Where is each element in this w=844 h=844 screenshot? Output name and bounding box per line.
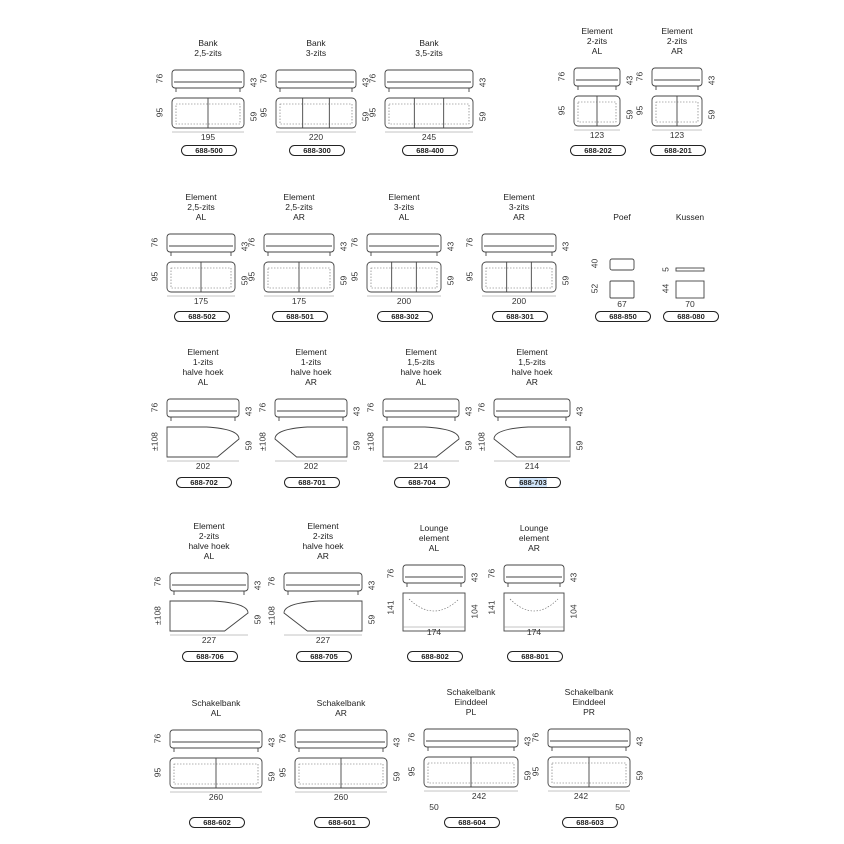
height-dimension: 59 <box>560 275 571 286</box>
article-code: 688-300 <box>303 146 331 155</box>
width-dimension: 174 <box>426 627 442 637</box>
title-line: AR <box>293 212 305 222</box>
title-line: Schakelbank <box>191 698 241 708</box>
height-dimension: 43 <box>266 737 277 748</box>
title-line: halve hoek <box>400 367 442 377</box>
title-line: AL <box>197 377 209 387</box>
height-dimension: 76 <box>277 733 288 744</box>
height-dimension: 95 <box>246 271 257 282</box>
article-code: 688-801 <box>521 652 549 661</box>
width-dimension: 220 <box>308 132 324 142</box>
title-line: 1-zits <box>300 357 322 367</box>
height-dimension: 59 <box>366 614 377 625</box>
height-dimension: 95 <box>406 766 417 777</box>
height-dimension: 59 <box>248 111 259 122</box>
title-line: 2-zits <box>666 36 688 46</box>
title-line: 2,5-zits <box>285 202 313 212</box>
title-line: AL <box>398 212 410 222</box>
height-dimension: 43 <box>706 75 717 86</box>
title-line: AL <box>195 212 207 222</box>
article-code: 688-601 <box>328 818 356 827</box>
article-code: 688-602 <box>203 818 231 827</box>
width-dimension: 242 <box>573 791 589 801</box>
title-line: AL <box>210 708 222 718</box>
height-dimension: 76 <box>152 733 163 744</box>
height-dimension: 43 <box>248 77 259 88</box>
article-code: 688-502 <box>188 312 216 321</box>
article-code: 688-702 <box>190 478 218 487</box>
height-dimension: 59 <box>624 109 635 120</box>
width-dimension: 50 <box>429 802 439 812</box>
height-dimension: 43 <box>469 572 480 583</box>
article-code-badge <box>562 817 618 828</box>
height-dimension: 59 <box>463 440 474 451</box>
height-dimension: 43 <box>574 406 585 417</box>
title-line: AR <box>526 377 538 387</box>
height-dimension: 95 <box>367 107 378 118</box>
height-dimension: 76 <box>257 402 268 413</box>
article-code: 688-603 <box>576 818 604 827</box>
front-view <box>548 729 630 747</box>
height-dimension: ±108 <box>266 606 277 625</box>
title-line: AR <box>335 708 347 718</box>
height-dimension: 59 <box>252 614 263 625</box>
height-dimension: 95 <box>258 107 269 118</box>
article-code: 688-301 <box>506 312 534 321</box>
height-dimension: 76 <box>406 732 417 743</box>
title-line: PL <box>465 707 477 717</box>
article-code: 688-202 <box>584 146 612 155</box>
title-line: 3-zits <box>305 48 327 58</box>
height-dimension: 40 <box>589 258 600 269</box>
title-line: AL <box>428 543 440 553</box>
height-dimension: 141 <box>486 600 497 615</box>
title-line: Element <box>193 521 225 531</box>
height-dimension: 43 <box>351 406 362 417</box>
width-dimension: 70 <box>685 299 695 309</box>
height-dimension: ±108 <box>257 432 268 451</box>
height-dimension: 76 <box>530 732 541 743</box>
title-line: element <box>418 533 450 543</box>
title-line: Element <box>516 347 548 357</box>
height-dimension: 59 <box>243 440 254 451</box>
title-line: Schakelbank <box>446 687 496 697</box>
height-dimension: 59 <box>522 770 533 781</box>
title-line: 3,5-zits <box>415 48 443 58</box>
height-dimension: 76 <box>367 73 378 84</box>
height-dimension: 76 <box>149 237 160 248</box>
height-dimension: 95 <box>277 767 288 778</box>
width-dimension: 123 <box>589 130 605 140</box>
height-dimension: 95 <box>634 105 645 116</box>
title-line: 3-zits <box>393 202 415 212</box>
height-dimension: 104 <box>469 604 480 619</box>
height-dimension: 76 <box>349 237 360 248</box>
height-dimension: ±108 <box>365 432 376 451</box>
title-line: AR <box>513 212 525 222</box>
height-dimension: 43 <box>463 406 474 417</box>
title-line: Element <box>295 347 327 357</box>
height-dimension: 43 <box>239 241 250 252</box>
height-dimension: 43 <box>252 580 263 591</box>
width-dimension: 227 <box>201 635 217 645</box>
title-line: Lounge <box>519 523 549 533</box>
height-dimension: 59 <box>634 770 645 781</box>
height-dimension: 43 <box>391 737 402 748</box>
title-line: Poef <box>613 212 631 222</box>
width-dimension: 202 <box>195 461 211 471</box>
height-dimension: 76 <box>385 568 396 579</box>
height-dimension: 76 <box>154 73 165 84</box>
article-code: 688-400 <box>416 146 444 155</box>
height-dimension: 95 <box>349 271 360 282</box>
height-dimension: 59 <box>706 109 717 120</box>
title-line: AL <box>591 46 603 56</box>
height-dimension: 76 <box>149 402 160 413</box>
title-line: halve hoek <box>302 541 344 551</box>
height-dimension: 104 <box>568 604 579 619</box>
height-dimension: 59 <box>391 771 402 782</box>
title-line: 3-zits <box>508 202 530 212</box>
width-dimension: 175 <box>291 296 307 306</box>
title-line: AR <box>528 543 540 553</box>
width-dimension: 202 <box>303 461 319 471</box>
title-line: Element <box>388 192 420 202</box>
height-dimension: 59 <box>351 440 362 451</box>
width-dimension: 123 <box>669 130 685 140</box>
article-code: 688-704 <box>408 478 436 487</box>
title-line: Bank <box>419 38 439 48</box>
title-line: element <box>518 533 550 543</box>
title-line: 1,5-zits <box>407 357 435 367</box>
height-dimension: 43 <box>360 77 371 88</box>
article-code: 688-080 <box>677 312 705 321</box>
title-line: PR <box>583 707 595 717</box>
width-dimension: 200 <box>396 296 412 306</box>
height-dimension: 59 <box>574 440 585 451</box>
width-dimension: 67 <box>617 299 627 309</box>
width-dimension: 174 <box>526 627 542 637</box>
article-code: 688-703 <box>519 478 547 487</box>
title-line: Element <box>503 192 535 202</box>
article-code: 688-850 <box>609 312 637 321</box>
width-dimension: 260 <box>208 792 224 802</box>
height-dimension: 59 <box>445 275 456 286</box>
height-dimension: 43 <box>568 572 579 583</box>
height-dimension: 43 <box>624 75 635 86</box>
height-dimension: 76 <box>634 71 645 82</box>
height-dimension: ±108 <box>149 432 160 451</box>
title-line: Element <box>283 192 315 202</box>
title-line: AR <box>671 46 683 56</box>
height-dimension: 43 <box>366 580 377 591</box>
height-dimension: 95 <box>530 766 541 777</box>
article-code: 688-701 <box>298 478 326 487</box>
title-line: Element <box>307 521 339 531</box>
title-line: Bank <box>306 38 326 48</box>
title-line: halve hoek <box>511 367 553 377</box>
width-dimension: 175 <box>193 296 209 306</box>
title-line: 2-zits <box>586 36 608 46</box>
title-line: 1-zits <box>192 357 214 367</box>
title-line: Element <box>187 347 219 357</box>
title-line: halve hoek <box>182 367 224 377</box>
height-dimension: 76 <box>486 568 497 579</box>
title-line: Schakelbank <box>316 698 366 708</box>
title-line: Element <box>405 347 437 357</box>
height-dimension: 59 <box>239 275 250 286</box>
width-dimension: 195 <box>200 132 216 142</box>
article-code: 688-604 <box>458 818 486 827</box>
height-dimension: 95 <box>152 767 163 778</box>
article-code: 688-802 <box>421 652 449 661</box>
width-dimension: 260 <box>333 792 349 802</box>
title-line: Kussen <box>675 212 705 222</box>
height-dimension: 95 <box>464 271 475 282</box>
article-code: 688-201 <box>664 146 692 155</box>
title-line: Element <box>185 192 217 202</box>
height-dimension: 52 <box>589 283 600 294</box>
height-dimension: 76 <box>152 576 163 587</box>
title-line: AL <box>415 377 427 387</box>
width-dimension: 200 <box>511 296 527 306</box>
height-dimension: 76 <box>365 402 376 413</box>
title-line: Schakelbank <box>564 687 614 697</box>
height-dimension: 76 <box>476 402 487 413</box>
width-dimension: 245 <box>421 132 437 142</box>
height-dimension: 43 <box>634 736 645 747</box>
title-line: Einddeel <box>454 697 488 707</box>
width-dimension: 214 <box>413 461 429 471</box>
title-line: 2,5-zits <box>194 48 222 58</box>
height-dimension: ±108 <box>476 432 487 451</box>
height-dimension: 141 <box>385 600 396 615</box>
height-dimension: 43 <box>560 241 571 252</box>
height-dimension: ±108 <box>152 606 163 625</box>
height-dimension: 43 <box>477 77 488 88</box>
height-dimension: 44 <box>660 283 671 294</box>
width-dimension: 227 <box>315 635 331 645</box>
height-dimension: 95 <box>556 105 567 116</box>
title-line: 2-zits <box>198 531 220 541</box>
height-dimension: 43 <box>522 736 533 747</box>
height-dimension: 5 <box>660 267 671 272</box>
title-line: AR <box>305 377 317 387</box>
height-dimension: 59 <box>266 771 277 782</box>
height-dimension: 95 <box>149 271 160 282</box>
article-code: 688-302 <box>391 312 419 321</box>
height-dimension: 43 <box>445 241 456 252</box>
width-dimension: 214 <box>524 461 540 471</box>
article-code: 688-705 <box>310 652 338 661</box>
title-line: 2-zits <box>312 531 334 541</box>
title-line: 2,5-zits <box>187 202 215 212</box>
height-dimension: 43 <box>243 406 254 417</box>
article-code: 688-500 <box>195 146 223 155</box>
title-line: Lounge <box>419 523 449 533</box>
height-dimension: 76 <box>464 237 475 248</box>
width-dimension: 50 <box>615 802 625 812</box>
title-line: halve hoek <box>290 367 332 377</box>
height-dimension: 76 <box>266 576 277 587</box>
title-line: halve hoek <box>188 541 230 551</box>
article-code: 688-706 <box>196 652 224 661</box>
height-dimension: 59 <box>477 111 488 122</box>
height-dimension: 76 <box>556 71 567 82</box>
article-code: 688-501 <box>286 312 314 321</box>
width-dimension: 242 <box>471 791 487 801</box>
height-dimension: 43 <box>338 241 349 252</box>
height-dimension: 59 <box>360 111 371 122</box>
height-dimension: 76 <box>246 237 257 248</box>
title-line: Element <box>581 26 613 36</box>
title-line: AR <box>317 551 329 561</box>
height-dimension: 95 <box>154 107 165 118</box>
height-dimension: 76 <box>258 73 269 84</box>
title-line: 1,5-zits <box>518 357 546 367</box>
height-dimension: 59 <box>338 275 349 286</box>
title-line: Einddeel <box>572 697 606 707</box>
title-line: Element <box>661 26 693 36</box>
title-line: Bank <box>198 38 218 48</box>
title-line: AL <box>203 551 215 561</box>
